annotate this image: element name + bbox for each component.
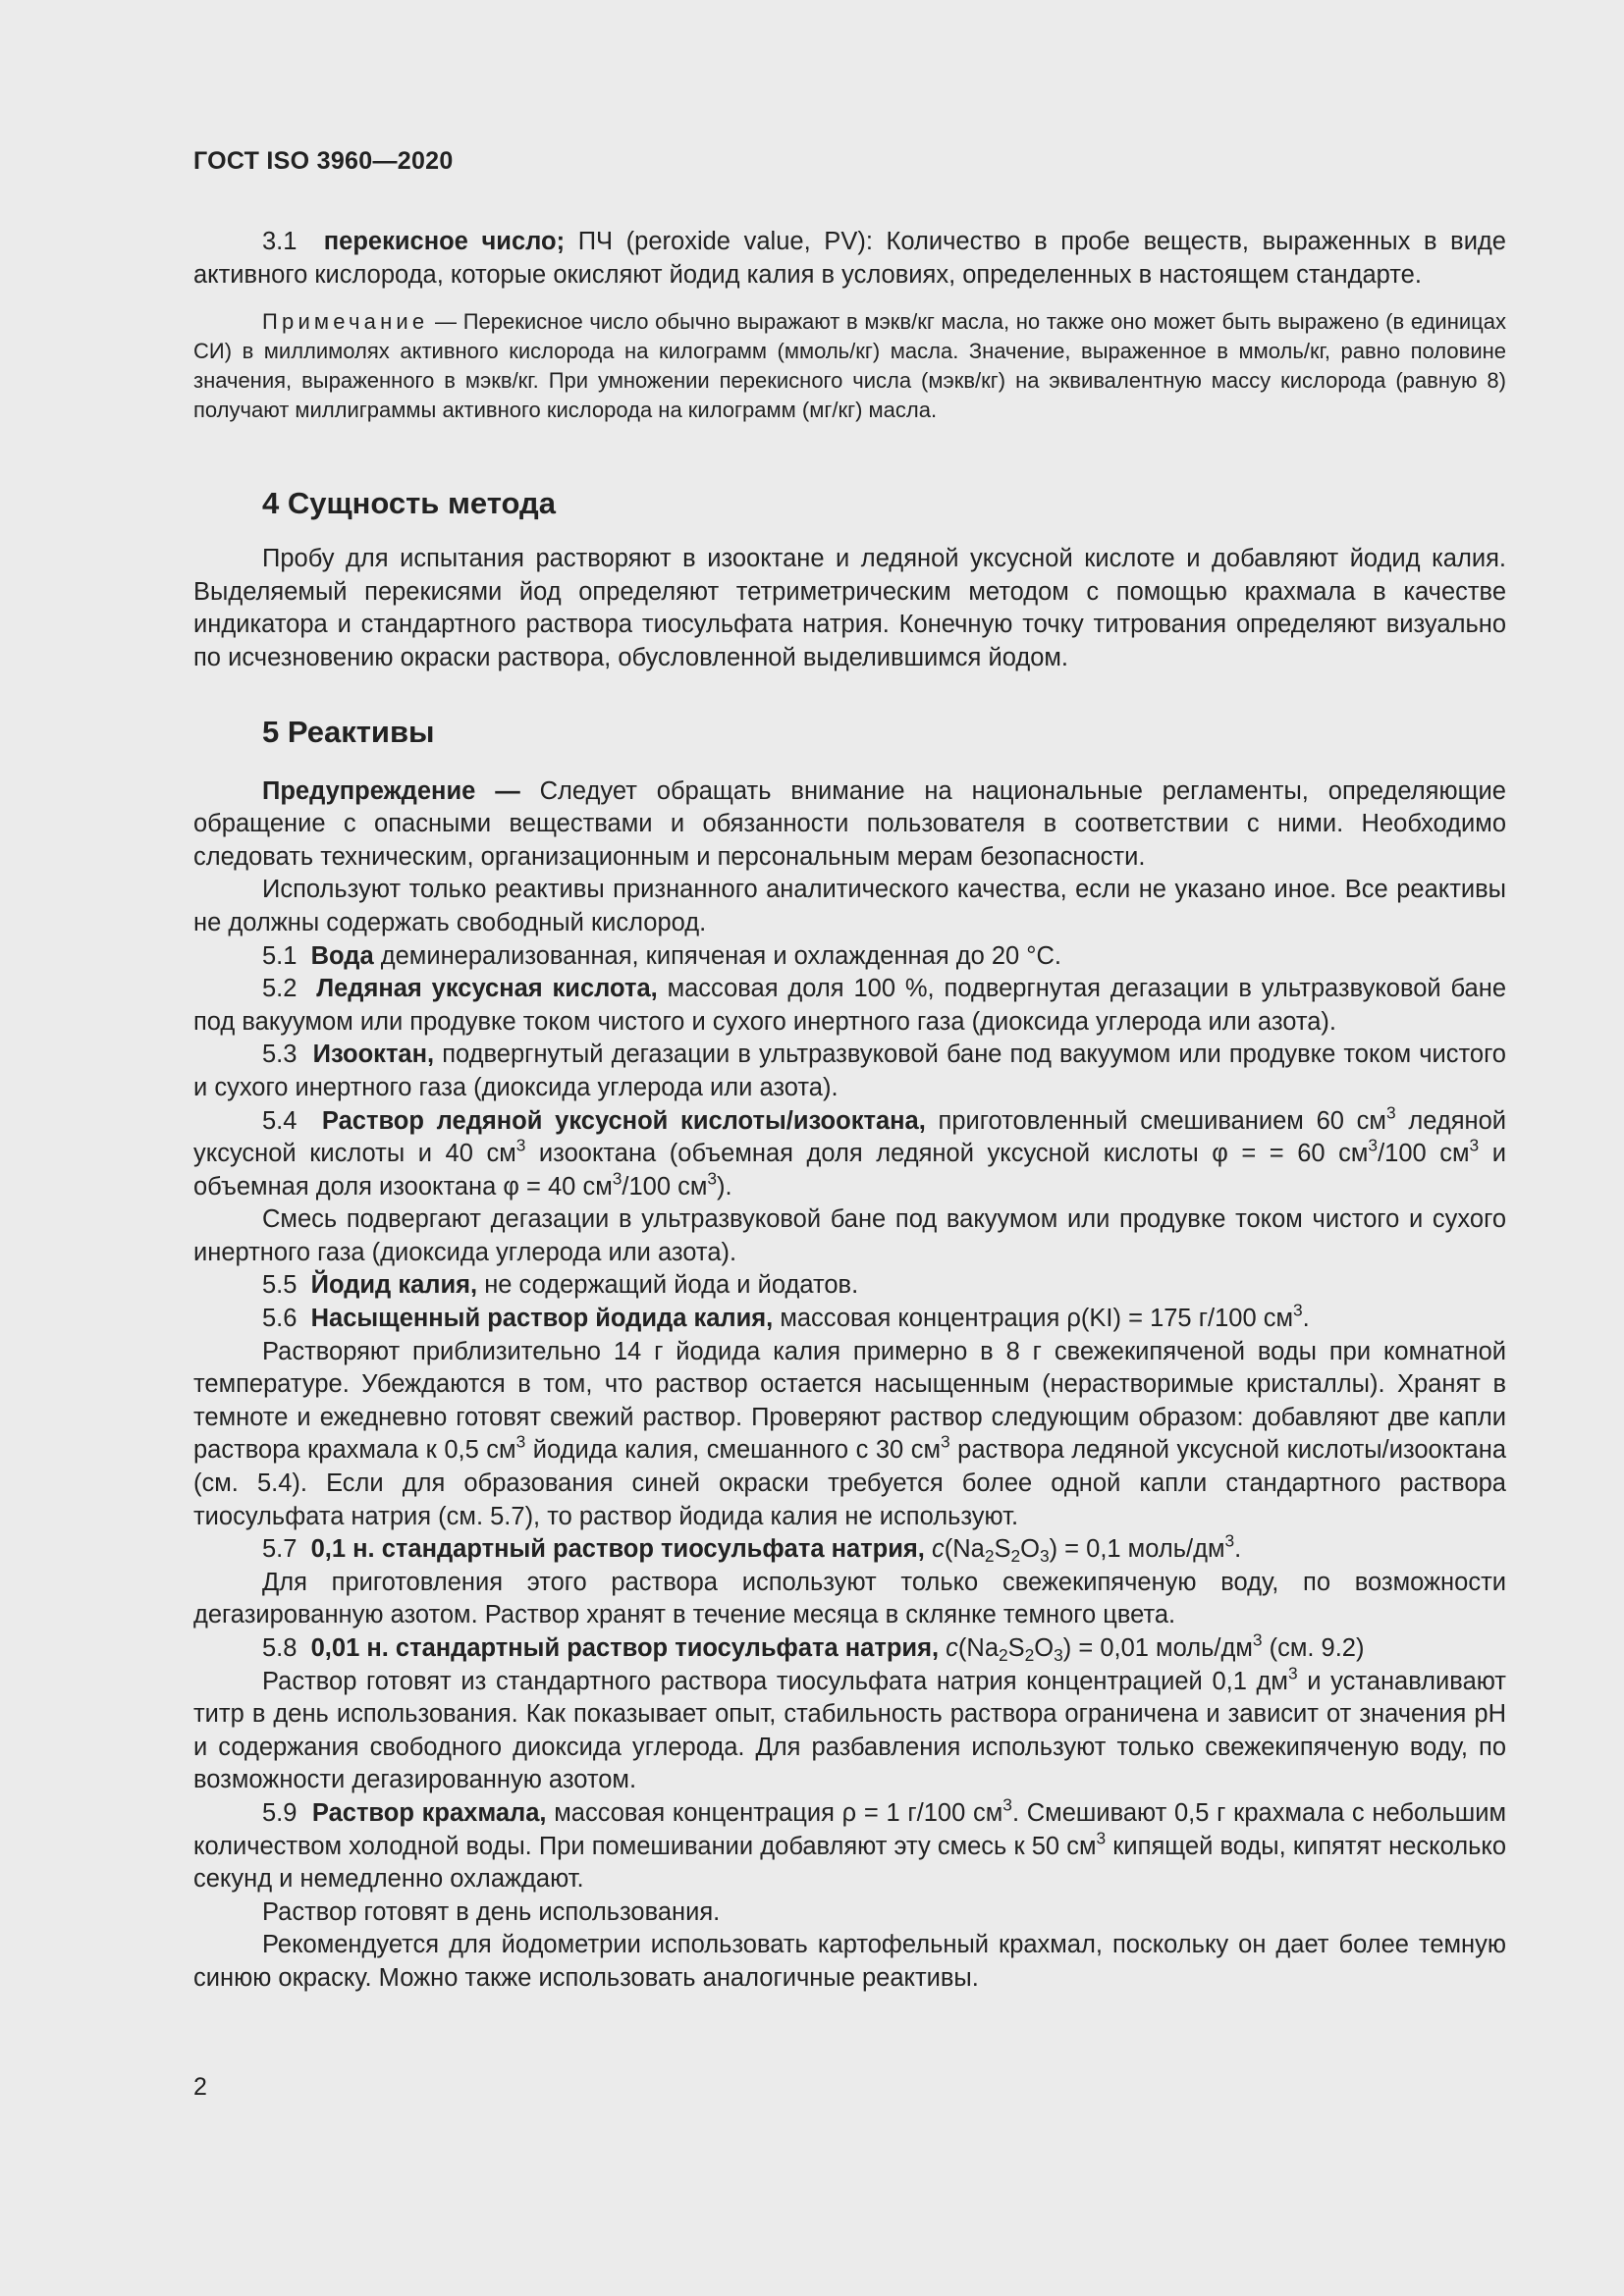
clause-5-9-prep: Раствор готовят в день использования. [262, 1897, 721, 1926]
document-header: ГОСТ ISO 3960—2020 [193, 147, 454, 175]
clause-5-4: 5.4 Раствор ледяной уксусной кислоты/изооктана, приготовленный смешиванием 60 $см^3$ ледяной уксусной кислоты и 40 $см^3$ изооктана (объемная доля ледяной уксусной кислоты φ = = 60 $см^3/100$ $см^3$ и объемная доля изооктана φ = 40 $см^3/100$ $см^3$). [193, 1102, 1507, 1201]
clause-3-1: 3.1 перекисное число; ПЧ (peroxide value, PV): Количество в пробе веществ, выраженных в виде активного кислорода, которые окисляют йодид калия в условиях, определенных в настоящем стандарте. [193, 228, 1506, 289]
warning-label: Предупреждение — [262, 776, 520, 805]
warning: Предупреждение — Следует обращать внимание на национальные регламенты, определяющие обращение с опасными веществами и обязанности пользователя в соответствии с ними. Необходимо следовать техническим, организационным и персональным мерам безопасности. [193, 776, 1506, 871]
clause-5-7: 5.7 0,1 н. стандартный раствор тиосульфата натрия, $c(Na_2S_2O_3) = 0,1$ моль/$дм^3$. [262, 1530, 1242, 1567]
clause-5-3: 5.3 Изооктан, подвергнутый дегазации в ультразвуковой бане под вакуумом или продувке током чистого и сухого инертного газа (диоксида углерода или азота). [193, 1041, 1506, 1101]
clause-5-2: 5.2 Ледяная уксусная кислота, массовая доля 100 %, подвергнутая дегазации в ультразвуковой бане под вакуумом или продувке током чистого и сухого инертного газа (диоксида углерода или азота). [193, 975, 1506, 1036]
section-5-heading: 5 Реактивы [262, 714, 435, 749]
page-number: 2 [193, 2073, 207, 2101]
document-body [193, 226, 1506, 1996]
note-label: Примечание [262, 309, 429, 335]
section-4-heading: 4 Сущность метода [262, 486, 556, 521]
term: перекисное число; [323, 228, 566, 255]
clause-5-7-text: Для приготовления этого раствора используют только свежекипяченую воду, по возможности дегазированную азотом. Раствор хранят в течение месяца в склянке темного цвета. [193, 1568, 1506, 1629]
reagents-intro: Используют только реактивы признанного аналитического качества, если не указано иное. Все реактивы не должны содержать свободный кислород. [193, 876, 1506, 936]
clause-5-9-recommendation: Рекомендуется для йодометрии использовать картофельный крахмал, поскольку он дает более темную синюю окраску. Можно также использовать аналогичные реактивы. [193, 1931, 1506, 1992]
clause-5-8-text: Раствор готовят из стандартного раствора тиосульфата натрия концентрацией 0,1 $дм^3$ и устанавливают титр в день использования. Как показывает опыт, стабильность раствора ограничена и зависит от значения pH и содержания свободного диоксида углерода. Для разбавления используют только свежекипяченую воду, по возможности дегазированную азотом. [193, 1663, 1506, 1794]
clause-5-5: 5.5 Йодид калия, не содержащий йода и йодатов. [262, 1271, 859, 1300]
clause-5-4-degassing: Смесь подвергают дегазации в ультразвуковой бане под вакуумом или продувке током чистого и сухого инертного газа (диоксида углерода или азота). [193, 1205, 1506, 1266]
clause-5-6: 5.6 Насыщенный раствор йодида калия, массовая концентрация ρ(KI) = 175 г/100 $см^3$. [262, 1300, 1310, 1333]
section-4-text: Пробу для испытания растворяют в изооктане и ледяной уксусной кислоте и добавляют йодид калия. Выделяемый перекисями йод определяют тетриметрическим методом с помощью крахмала в качестве индикатора и стандартного раствора тиосульфата натрия. Конечную точку титрования определяют визуально по исчезновению окраски раствора, обусловленной выделившимся йодом. [193, 545, 1506, 671]
note: Примечание — Перекисное число обычно выражают в мэкв/кг масла, но также оно может быть выражено (в единицах СИ) в миллимолях активного кислорода на килограмм (ммоль/кг) масла. Значение, выраженное в ммоль/кг, равно половине значения, выраженного в мэкв/кг. При умножении перекисного числа (мэкв/кг) на эквивалентную массу кислорода (равную 8) получают миллиграммы активного кислорода на килограмм (мг/кг) масла. [193, 309, 1506, 423]
clause-5-6-procedure: Растворяют приблизительно 14 г йодида калия примерно в 8 г свежекипяченой воды при комнатной температуре. Убеждаются в том, что раствор остается насыщенным (нерастворимые кристаллы). Хранят в темноте и ежедневно готовят свежий раствор. Проверяют раствор следующим образом: добавляют две капли раствора крахмала к 0,5 $см^3$ йодида калия, смешанного с 30 $см^3$ раствора ледяной уксусной кислоты/изооктана (см. 5.4). Если для образования синей окраски требуется более одной капли стандартного раствора тиосульфата натрия (см. 5.7), то раствор йодида калия не используют. [193, 1337, 1507, 1530]
clause-5-9: 5.9 Раствор крахмала, массовая концентрация ρ = 1 г/100 $см^3$. Смешивают 0,5 г крахмала с небольшим количеством холодной воды. При помешивании добавляют эту смесь к 50 $см^3$ кипящей воды, кипятят несколько секунд и немедленно охлаждают. [193, 1794, 1507, 1894]
clause-5-1: 5.1 Вода деминерализованная, кипяченая и охлажденная до 20 °С. [262, 941, 1062, 970]
clause-5-8: 5.8 0,01 н. стандартный раствор тиосульфата натрия, $c(Na_2S_2O_3) = 0,01$ моль/$дм^3$ (см. 9.2) [262, 1629, 1365, 1666]
